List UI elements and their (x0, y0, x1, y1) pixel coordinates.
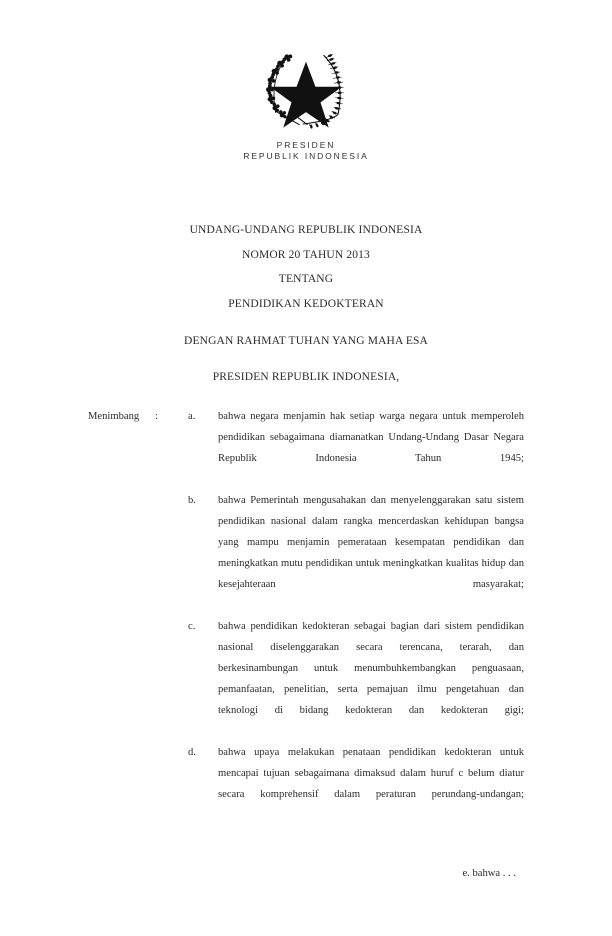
consideration-text: bahwa pendidikan kedokteran sebagai bagian dari sistem pendidikan nasional diselenggarakan secara terencana, terarah, dan berkesinambungan untuk menumbuhkembangkan penguasaan, pemanfaatan, penelitian, serta pemajuan ilmu pengetahuan dan teknologi di bidang kedokteran dan kedokteran gigi; (218, 621, 524, 716)
consideration-text: bahwa Pemerintah mengusahakan dan menyelenggarakan satu sistem pendidikan nasional dalam rangka mencerdaskan kehidupan bangsa yang mampu menjamin pemerataan kesempatan pendidikan dan meningkatkan mutu pendidikan untuk meningkatkan kualitas hidup dan kesejahteraan masyarakat; (218, 495, 524, 590)
considerations-item-list (188, 406, 524, 826)
consideration-marker: b. (188, 495, 196, 506)
page-catchword: e. bahwa . . . (462, 868, 516, 879)
proclamation-block (0, 334, 612, 384)
title-line-number: NOMOR 20 TAHUN 2013 (242, 248, 370, 261)
consideration-item (188, 742, 524, 826)
consideration-item (188, 406, 524, 490)
emblem-block (0, 44, 612, 162)
considerations-colon: : (155, 411, 158, 422)
title-line-about: TENTANG (278, 273, 334, 286)
presidential-seal-star-wreath-emblem (258, 44, 354, 132)
consideration-item (188, 490, 524, 616)
consideration-marker: a. (188, 411, 196, 422)
proclamation-blessing: DENGAN RAHMAT TUHAN YANG MAHA ESA (183, 335, 428, 347)
title-line-law-name: UNDANG-UNDANG REPUBLIK INDONESIA (189, 224, 423, 236)
considerations-row (88, 406, 524, 826)
considerations-label: Menimbang (88, 411, 140, 422)
consideration-text: bahwa negara menjamin hak setiap warga negara untuk memperoleh pendidikan sebagaimana diamanatkan Undang-Undang Dasar Negara Republik Indonesia Tahun 1945; (218, 411, 524, 464)
consideration-item (188, 616, 524, 742)
emblem-caption-line-2: REPUBLIK INDONESIA (243, 151, 369, 161)
consideration-marker: d. (188, 747, 196, 758)
document-title-block (0, 218, 612, 316)
proclamation-president: PRESIDEN REPUBLIK INDONESIA, (212, 371, 400, 383)
considerations-section (88, 406, 524, 826)
consideration-text: bahwa upaya melakukan penataan pendidikan kedokteran untuk mencapai tujuan sebagaimana dimaksud dalam huruf c belum diatur secara komprehensif dalam peraturan perundang-undangan; (218, 747, 524, 800)
emblem-caption-line-1: PRESIDEN (276, 140, 336, 150)
emblem-caption (0, 140, 612, 162)
consideration-marker: c. (188, 621, 196, 632)
title-line-subject: PENDIDIKAN KEDOKTERAN (228, 297, 384, 310)
